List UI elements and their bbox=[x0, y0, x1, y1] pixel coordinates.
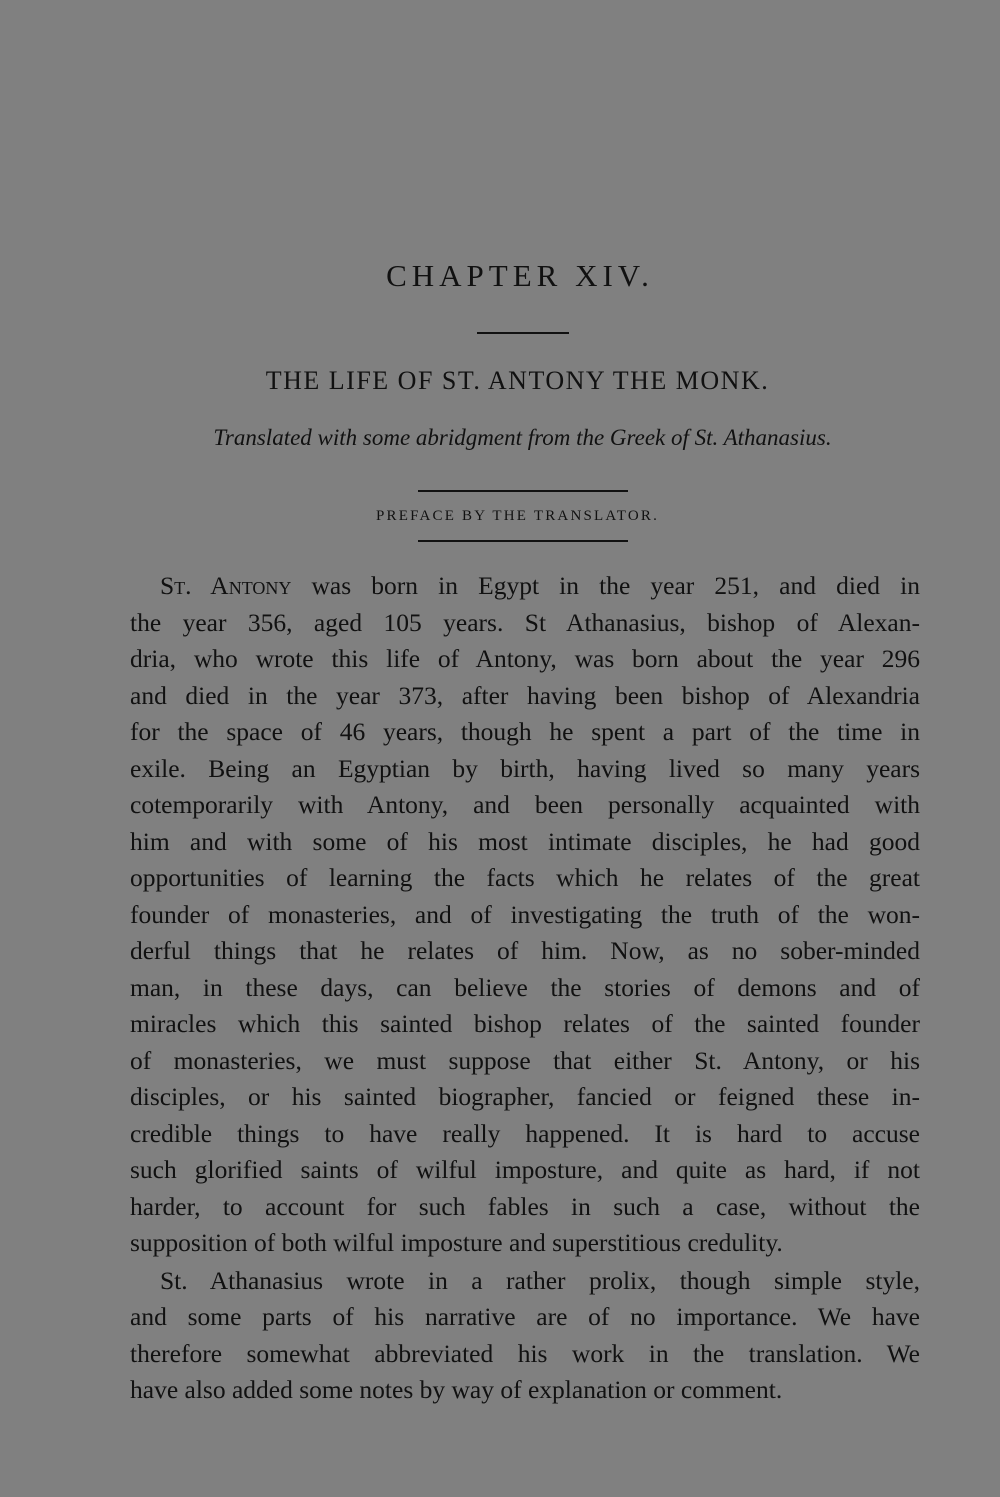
paragraph-line: St. Athanasius wrote in a rather prolix, though simple style, bbox=[160, 1265, 920, 1295]
preface-rule-bottom bbox=[418, 540, 628, 542]
paragraph-line: for the space of 46 years, though he spent a part of the time in bbox=[130, 717, 920, 746]
paragraph-line: credible things to have really happened. It is hard to accuse bbox=[130, 1118, 920, 1148]
paragraph-line: such glorified saints of wilful imposture, and quite as hard, if not bbox=[130, 1155, 920, 1184]
chapter-divider bbox=[477, 332, 569, 334]
lead-small-caps: St. Antony bbox=[160, 571, 292, 600]
chapter-heading: CHAPTER XIV. bbox=[386, 258, 654, 293]
first-line-rest: was born in Egypt in the year 251, and died in bbox=[291, 571, 920, 600]
paragraph-line: dria, who wrote this life of Antony, was born about the year 296 bbox=[130, 644, 920, 673]
paragraph-line: harder, to account for such fables in such a case, without the bbox=[130, 1191, 920, 1221]
paragraph-line: of monasteries, we must suppose that either St. Antony, or his bbox=[130, 1045, 920, 1075]
paragraph-line: derful things that he relates of him. Now, as no sober-minded bbox=[130, 936, 920, 965]
paragraph-line: the year 356, aged 105 years. St Athanasius, bishop of Alexan- bbox=[130, 607, 920, 637]
chapter-subtitle: Translated with some abridgment from the Greek of St. Athanasius. bbox=[213, 425, 832, 450]
paragraph-line: him and with some of his most intimate disciples, he had good bbox=[130, 826, 920, 856]
paragraph-line: therefore somewhat abbreviated his work in the translation. We bbox=[130, 1338, 920, 1368]
paragraph-line: cotemporarily with Antony, and been personally acquainted with bbox=[130, 790, 920, 819]
paragraph-line bbox=[130, 568, 920, 605]
body-text bbox=[130, 568, 920, 1409]
paragraph-line: disciples, or his sainted biographer, fancied or feigned these in- bbox=[130, 1082, 920, 1111]
paragraph-line: have also added some notes by way of explanation or comment. bbox=[130, 1375, 783, 1404]
preface-heading: PREFACE BY THE TRANSLATOR. bbox=[375, 508, 660, 524]
paragraph-line: and some parts of his narrative are of no importance. We have bbox=[130, 1302, 920, 1331]
paragraph-line: opportunities of learning the facts which he relates of the great bbox=[130, 863, 920, 892]
paragraph-line: miracles which this sainted bishop relates of the sainted founder bbox=[130, 1009, 920, 1038]
paragraph-line: man, in these days, can believe the stories of demons and of bbox=[130, 972, 920, 1002]
paragraph-line: exile. Being an Egyptian by birth, having lived so many years bbox=[130, 753, 920, 783]
chapter-title: THE LIFE OF ST. ANTONY THE MONK. bbox=[265, 366, 770, 395]
paragraph-line: supposition of both wilful imposture and superstitious credulity. bbox=[130, 1228, 783, 1257]
paragraph-1 bbox=[130, 568, 920, 1262]
preface-rule-top bbox=[418, 490, 628, 492]
paragraph-line: founder of monasteries, and of investigating the truth of the won- bbox=[130, 899, 920, 929]
paragraph-2 bbox=[130, 1263, 920, 1409]
paragraph-line: and died in the year 373, after having been bishop of Alexandria bbox=[130, 680, 920, 710]
